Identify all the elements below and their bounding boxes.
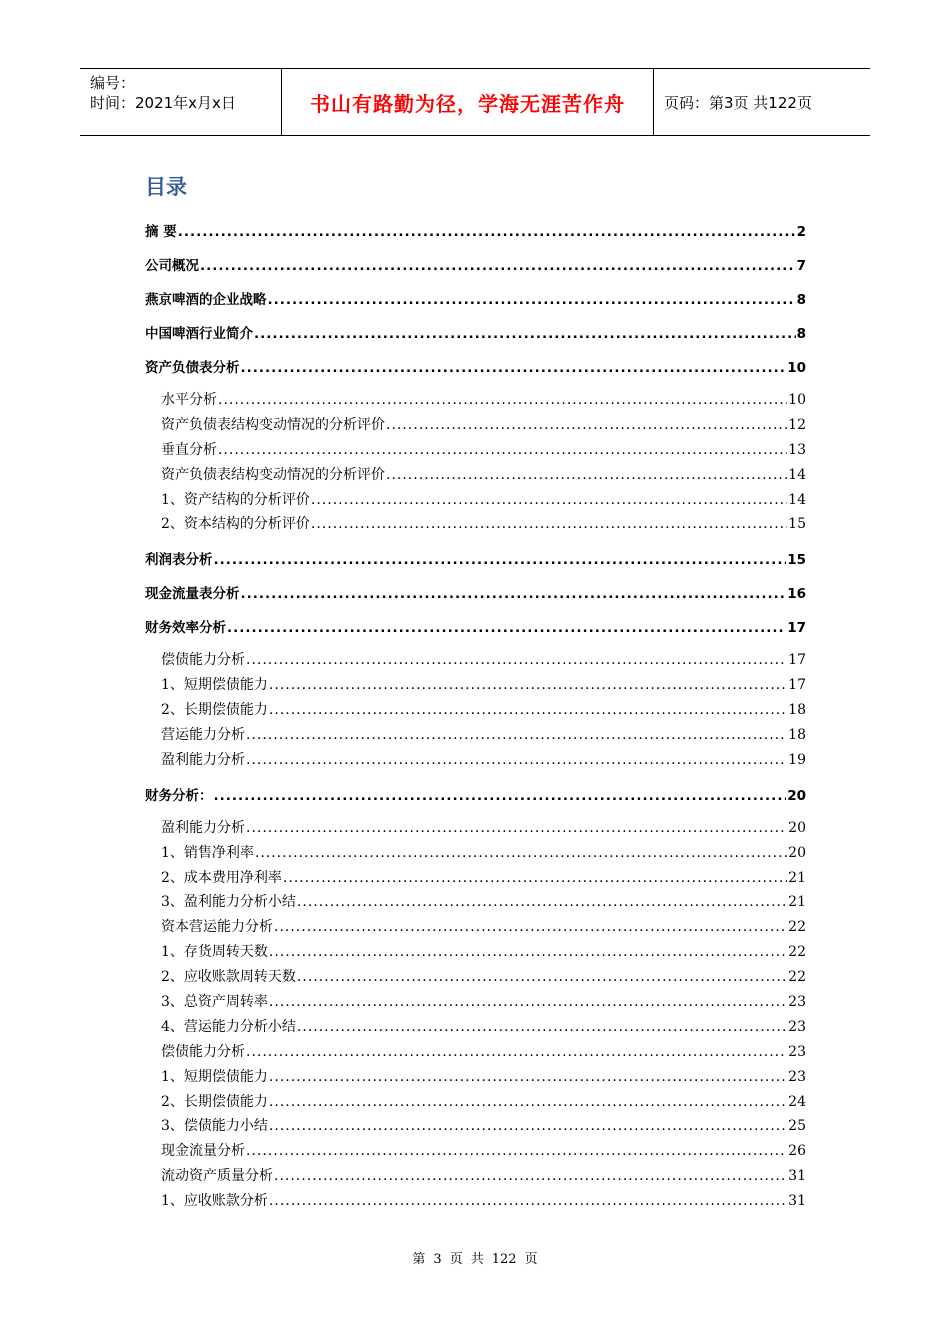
toc-subentry[interactable] bbox=[145, 463, 806, 488]
toc-entry-label: 水平分析 bbox=[161, 392, 217, 408]
footer-suffix: 页 bbox=[524, 1252, 538, 1267]
toc-dot-leader bbox=[311, 488, 787, 513]
toc-entry-label: 2、资本结构的分析评价 bbox=[161, 516, 310, 533]
toc-dot-leader bbox=[269, 673, 787, 698]
toc-heading-entry[interactable] bbox=[145, 290, 806, 311]
toc-entry-page: 17 bbox=[788, 677, 806, 694]
toc-entry-page: 10 bbox=[788, 392, 806, 408]
toc-subentry[interactable] bbox=[145, 698, 806, 723]
toc-entry-label: 1、短期偿债能力 bbox=[161, 677, 268, 694]
footer-current-page: 3 bbox=[433, 1252, 442, 1267]
toc-entry-label: 1、应收账款分析 bbox=[161, 1193, 268, 1210]
toc-entry-page: 26 bbox=[788, 1143, 806, 1160]
motto: 书山有路勤为径，学海无涯苦作舟 bbox=[310, 91, 625, 116]
toc-entry-label: 资产负债表结构变动情况的分析评价 bbox=[161, 416, 385, 433]
toc-subentry[interactable] bbox=[145, 866, 806, 891]
toc-entry-page: 31 bbox=[788, 1193, 806, 1210]
toc-dot-leader bbox=[283, 866, 787, 891]
toc-subentry[interactable] bbox=[145, 816, 806, 841]
toc-entry-label: 4、营运能力分析小结 bbox=[161, 1018, 296, 1035]
toc-dot-leader bbox=[269, 1090, 787, 1115]
toc-entry-label: 3、盈利能力分析小结 bbox=[161, 894, 296, 911]
toc-heading-entry[interactable] bbox=[145, 256, 806, 277]
toc-entry-page: 16 bbox=[787, 586, 806, 603]
toc-entry-label: 垂直分析 bbox=[161, 441, 217, 458]
toc-dot-leader bbox=[269, 1189, 787, 1214]
toc-entry-label: 营运能力分析 bbox=[161, 727, 245, 744]
toc-subentry[interactable] bbox=[145, 841, 806, 866]
toc-entry-page: 17 bbox=[788, 652, 806, 669]
header-page-info-cell bbox=[654, 69, 870, 135]
toc-dot-leader bbox=[268, 290, 796, 311]
toc-dot-leader bbox=[297, 965, 787, 990]
toc-entry-page: 31 bbox=[788, 1168, 806, 1185]
toc-entry-label: 2、成本费用净利率 bbox=[161, 869, 282, 886]
toc-heading-entry[interactable] bbox=[145, 358, 806, 379]
toc-subentry[interactable] bbox=[145, 438, 806, 463]
toc-subentry[interactable] bbox=[145, 990, 806, 1015]
toc-entry-label: 燕京啤酒的企业战略 bbox=[145, 292, 267, 308]
toc-dot-leader bbox=[386, 413, 787, 438]
toc-dot-leader bbox=[269, 1114, 787, 1139]
header-motto-cell bbox=[282, 69, 654, 135]
toc-entry-label: 2、长期偿债能力 bbox=[161, 1093, 268, 1110]
toc-dot-leader bbox=[241, 584, 787, 605]
toc-entry-page: 18 bbox=[788, 702, 806, 719]
toc-subentry[interactable] bbox=[145, 512, 806, 537]
page-header bbox=[80, 68, 870, 136]
toc-dot-leader bbox=[246, 1139, 787, 1164]
toc-title: 目录 bbox=[145, 175, 187, 199]
toc-entry-page: 18 bbox=[788, 727, 806, 744]
toc-entry-label: 1、存货周转天数 bbox=[161, 944, 268, 961]
number-label: 编号： bbox=[90, 74, 136, 92]
table-of-contents bbox=[145, 222, 806, 1214]
toc-dot-leader bbox=[246, 723, 787, 748]
footer-total-pages: 122 bbox=[491, 1252, 517, 1267]
toc-subentry[interactable] bbox=[145, 1065, 806, 1090]
toc-entry-page: 13 bbox=[788, 441, 806, 458]
toc-subentry[interactable] bbox=[145, 1164, 806, 1189]
toc-entry-page: 8 bbox=[796, 326, 806, 342]
toc-spacer bbox=[145, 379, 806, 388]
toc-entry-label: 资本营运能力分析 bbox=[161, 919, 273, 936]
toc-dot-leader bbox=[311, 512, 787, 537]
toc-subentry[interactable] bbox=[145, 1189, 806, 1214]
toc-dot-leader bbox=[218, 388, 787, 413]
toc-dot-leader bbox=[255, 841, 787, 866]
toc-entry-label: 财务分析： bbox=[145, 787, 213, 804]
toc-entry-label: 1、资产结构的分析评价 bbox=[161, 491, 310, 508]
toc-entry-page: 19 bbox=[788, 751, 806, 768]
toc-heading-entry[interactable] bbox=[145, 324, 806, 345]
toc-entry-label: 现金流量分析 bbox=[161, 1143, 245, 1160]
toc-entry-page: 22 bbox=[788, 919, 806, 936]
toc-entry-label: 利润表分析 bbox=[145, 552, 213, 569]
page-info: 页码：第3页 共122页 bbox=[664, 93, 812, 112]
toc-subentry[interactable] bbox=[145, 413, 806, 438]
toc-entry-page: 15 bbox=[787, 552, 806, 569]
toc-entry-label: 偿债能力分析 bbox=[161, 1043, 245, 1060]
toc-entry-page: 2 bbox=[796, 224, 806, 240]
toc-entry-label: 2、长期偿债能力 bbox=[161, 702, 268, 719]
toc-entry-label: 资产负债表结构变动情况的分析评价 bbox=[161, 466, 385, 483]
toc-dot-leader bbox=[254, 324, 796, 345]
toc-dot-leader bbox=[246, 1040, 787, 1065]
toc-heading-entry[interactable] bbox=[145, 786, 806, 807]
toc-dot-leader bbox=[386, 463, 787, 488]
toc-entry-label: 2、应收账款周转天数 bbox=[161, 969, 296, 986]
toc-entry-label: 3、偿债能力小结 bbox=[161, 1118, 268, 1135]
toc-entry-page: 24 bbox=[788, 1093, 806, 1110]
toc-dot-leader bbox=[178, 222, 796, 243]
toc-subentry[interactable] bbox=[145, 1090, 806, 1115]
toc-entry-page: 20 bbox=[788, 844, 806, 861]
footer-total-word: 共 bbox=[470, 1252, 484, 1267]
toc-entry-page: 20 bbox=[787, 787, 806, 804]
toc-spacer bbox=[145, 807, 806, 816]
toc-subentry[interactable] bbox=[145, 748, 806, 773]
toc-entry-label: 中国啤酒行业简介 bbox=[145, 326, 253, 342]
toc-entry-page: 23 bbox=[788, 1018, 806, 1035]
toc-dot-leader bbox=[227, 618, 786, 639]
toc-entry-label: 偿债能力分析 bbox=[161, 652, 245, 669]
toc-entry-page: 21 bbox=[788, 869, 806, 886]
toc-entry-page: 22 bbox=[788, 944, 806, 961]
toc-subentry[interactable] bbox=[145, 723, 806, 748]
toc-entry-label: 盈利能力分析 bbox=[161, 819, 245, 836]
toc-subentry[interactable] bbox=[145, 1139, 806, 1164]
toc-dot-leader bbox=[241, 358, 787, 379]
toc-entry-page: 25 bbox=[788, 1118, 806, 1135]
toc-entry-label: 财务效率分析 bbox=[145, 620, 226, 637]
toc-subentry[interactable] bbox=[145, 915, 806, 940]
toc-entry-page: 14 bbox=[788, 491, 806, 508]
page-footer bbox=[0, 1248, 950, 1267]
toc-heading-entry[interactable] bbox=[145, 584, 806, 605]
footer-prefix: 第 bbox=[412, 1252, 426, 1267]
toc-dot-leader bbox=[246, 748, 787, 773]
toc-dot-leader bbox=[297, 1015, 787, 1040]
toc-entry-label: 现金流量表分析 bbox=[145, 586, 240, 603]
time-label: 时间：2021年x月x日 bbox=[90, 94, 236, 112]
toc-entry-page: 23 bbox=[788, 1043, 806, 1060]
toc-dot-leader bbox=[214, 786, 787, 807]
toc-subentry[interactable] bbox=[145, 890, 806, 915]
toc-dot-leader bbox=[269, 1065, 787, 1090]
toc-subentry[interactable] bbox=[145, 648, 806, 673]
toc-subentry[interactable] bbox=[145, 388, 806, 413]
toc-subentry[interactable] bbox=[145, 940, 806, 965]
toc-dot-leader bbox=[274, 1164, 787, 1189]
toc-subentry[interactable] bbox=[145, 488, 806, 513]
toc-entry-label: 资产负债表分析 bbox=[145, 360, 240, 376]
toc-dot-leader bbox=[218, 438, 787, 463]
toc-entry-page: 14 bbox=[788, 466, 806, 483]
toc-dot-leader bbox=[214, 550, 787, 571]
toc-entry-label: 流动资产质量分析 bbox=[161, 1168, 273, 1185]
toc-subentry[interactable] bbox=[145, 1015, 806, 1040]
toc-heading-entry[interactable] bbox=[145, 222, 806, 243]
toc-entry-page: 22 bbox=[788, 969, 806, 986]
toc-dot-leader bbox=[269, 940, 787, 965]
toc-entry-page: 21 bbox=[788, 894, 806, 911]
toc-dot-leader bbox=[246, 648, 787, 673]
toc-entry-page: 23 bbox=[788, 1068, 806, 1085]
toc-spacer bbox=[145, 639, 806, 648]
toc-heading-entry[interactable] bbox=[145, 550, 806, 571]
toc-entry-label: 盈利能力分析 bbox=[161, 751, 245, 768]
toc-entry-page: 10 bbox=[787, 360, 806, 376]
toc-entry-label: 1、短期偿债能力 bbox=[161, 1068, 268, 1085]
header-meta bbox=[80, 69, 282, 135]
toc-dot-leader bbox=[297, 890, 787, 915]
toc-subentry[interactable] bbox=[145, 673, 806, 698]
toc-entry-page: 20 bbox=[788, 819, 806, 836]
toc-entry-label: 公司概况 bbox=[145, 258, 199, 274]
toc-entry-label: 1、销售净利率 bbox=[161, 844, 254, 861]
footer-page-word: 页 bbox=[449, 1252, 463, 1267]
toc-entry-page: 15 bbox=[788, 516, 806, 533]
toc-entry-page: 17 bbox=[787, 620, 806, 637]
toc-entry-label: 3、总资产周转率 bbox=[161, 994, 268, 1011]
toc-entry-page: 23 bbox=[788, 994, 806, 1011]
toc-dot-leader bbox=[269, 990, 787, 1015]
toc-heading-entry[interactable] bbox=[145, 618, 806, 639]
toc-dot-leader bbox=[246, 816, 787, 841]
toc-dot-leader bbox=[274, 915, 787, 940]
toc-entry-page: 8 bbox=[796, 292, 806, 308]
toc-entry-page: 7 bbox=[796, 258, 806, 274]
toc-dot-leader bbox=[200, 256, 796, 277]
toc-subentry[interactable] bbox=[145, 1114, 806, 1139]
toc-entry-label: 摘 要 bbox=[145, 224, 177, 240]
toc-subentry[interactable] bbox=[145, 1040, 806, 1065]
toc-subentry[interactable] bbox=[145, 965, 806, 990]
toc-dot-leader bbox=[269, 698, 787, 723]
toc-entry-page: 12 bbox=[788, 416, 806, 433]
